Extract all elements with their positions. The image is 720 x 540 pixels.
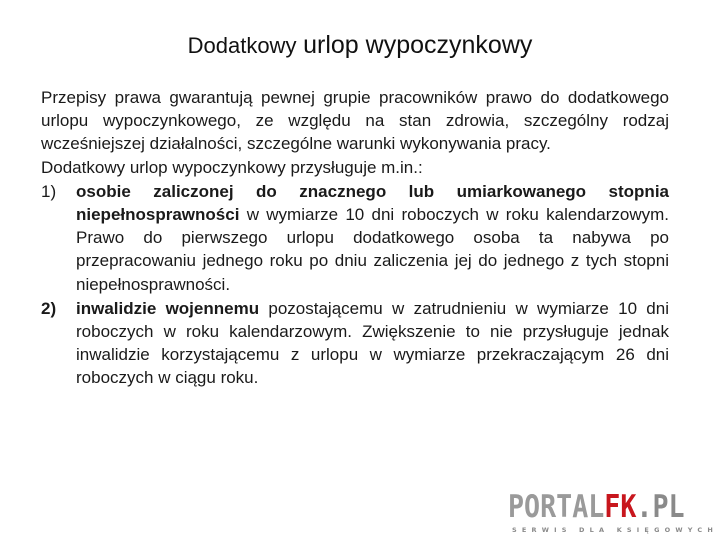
list-intro-paragraph: Dodatkowy urlop wypoczynkowy przysługuje m.in.: (41, 157, 423, 177)
list-item-bold-text: inwalidzie wojennemu (76, 298, 260, 318)
entitlement-list (41, 180, 669, 390)
list-item-number: 2) (41, 298, 57, 318)
list-item (41, 297, 669, 390)
title-part-1: Dodatkowy (187, 33, 297, 58)
logo-tagline: SERWIS DLA KSIĘGOWYCH (512, 526, 718, 534)
portalfk-logo (508, 489, 718, 538)
logo-part-pl: .PL (636, 489, 685, 525)
logo-wordmark (508, 490, 685, 524)
logo-part-portal: PORTAL (508, 489, 605, 525)
list-item-text: pozostającemu w zatrudnieniu w wymiarze 10 dni roboczych w roku kalendarzowym. Zwiększenie to nie przysługuje jednak inwalidzie korzystającemu z urlopu w wymiarze przekraczającym 26 dni roboczych w ciągu roku. (76, 298, 669, 388)
list-item (41, 180, 669, 296)
list-item-text: w wymiarze 10 dni roboczych w roku kalendarzowym. Prawo do pierwszego urlopu dodatkowego osoba ta nabywa po przepracowaniu jednego roku po dniu zaliczenia jej do jednego z tych stopni niepełnosprawności. (76, 205, 669, 294)
content-body (41, 86, 669, 390)
title-part-2: urlop wypoczynkowy (303, 31, 533, 59)
logo-part-fk: FK (604, 489, 637, 525)
list-item-number: 1) (41, 181, 57, 201)
page-title (0, 28, 720, 63)
list-item-bold-text: osobie zaliczonej do znacznego lub umiarkowanego stopnia niepełnosprawności (76, 181, 669, 225)
intro-paragraph: Przepisy prawa gwarantują pewnej grupie pracowników prawo do dodatkowego urlopu wypoczynkowego, ze względu na stan zdrowia, szczególny rodzaj wcześniejszej działalności, szczególne warunki wykonywania pracy. (41, 88, 669, 154)
